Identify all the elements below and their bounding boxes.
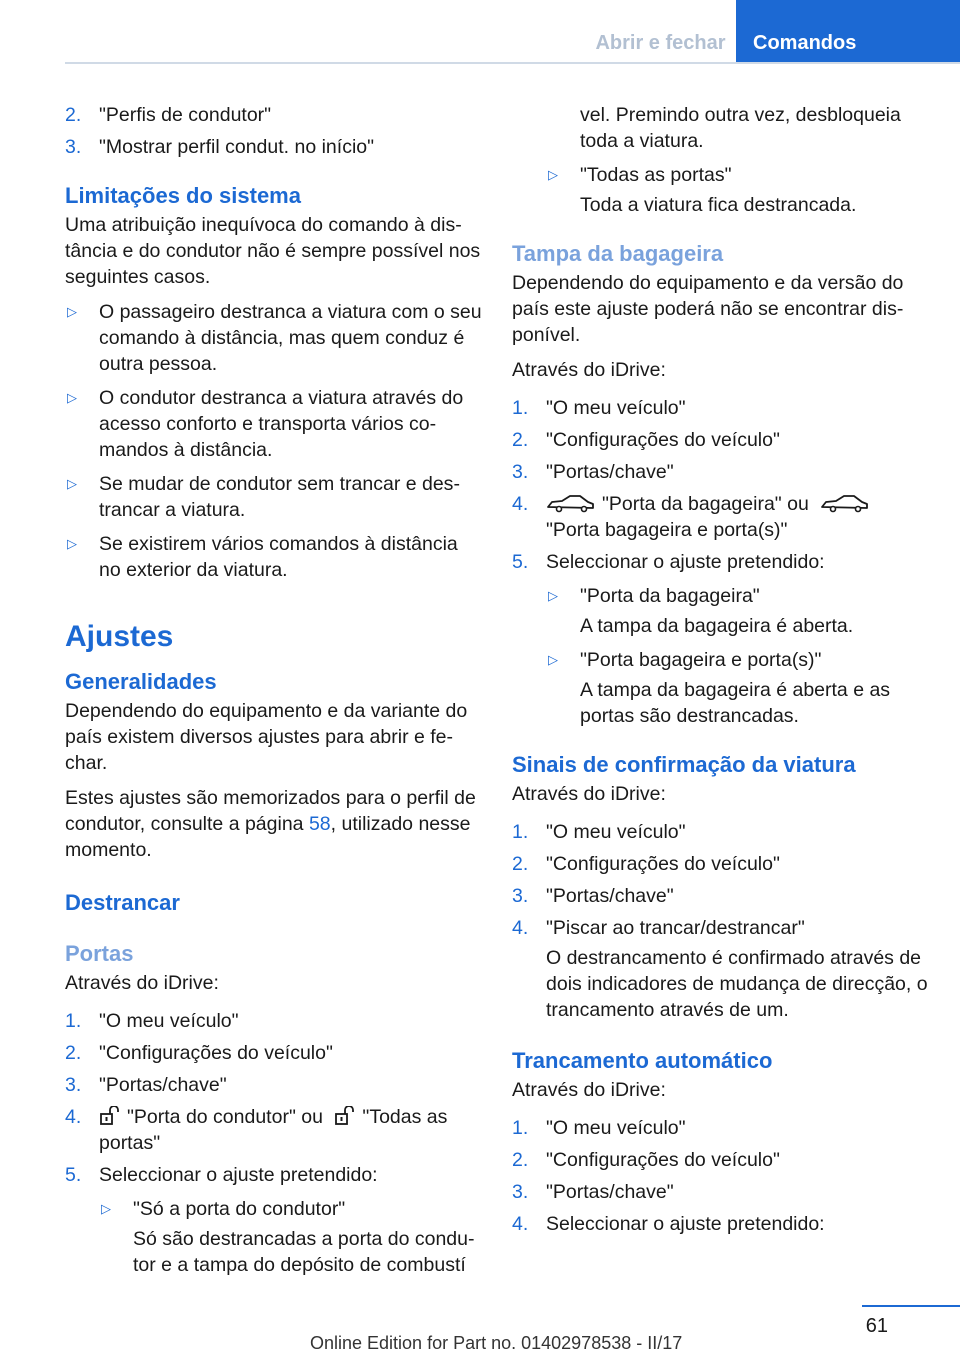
- header-tab-comandos[interactable]: Comandos: [736, 0, 960, 62]
- triangle-bullet-icon: ▷: [548, 652, 558, 667]
- unlocked-padlock-icon: [334, 1106, 356, 1126]
- list-item: 2. "Configurações do veículo": [512, 1149, 780, 1171]
- list-item: 2. "Configurações do veículo": [512, 853, 780, 875]
- triangle-bullet-icon: ▷: [67, 536, 77, 551]
- paragraph: Estes ajustes são memorizados para o perfil de condutor, consulte a página 58, utilizado nesse momento.: [65, 787, 476, 861]
- list-item: 3. "Mostrar perfil condut. no início": [65, 136, 375, 158]
- right-column: [512, 102, 930, 1243]
- heading-ajustes: Ajustes: [65, 620, 174, 653]
- page-link[interactable]: 58: [308, 813, 331, 835]
- edition-footer: Online Edition for Part no. 01402978538 - II/17: [310, 1333, 683, 1353]
- list-item: 2. "Configurações do veículo": [65, 1042, 333, 1064]
- list-item: 1. "O meu veículo": [65, 1010, 239, 1032]
- paragraph: Dependendo do equipamento e da versão do país este ajuste poderá não se encontrar disponível.: [512, 272, 904, 346]
- heading-limitacoes: Limitações do sistema: [65, 183, 301, 208]
- header-tab-abrir-e-fechar[interactable]: Abrir e fechar: [595, 32, 726, 54]
- list-item: 4. "Porta da bagageira" ou "Porta bagageira e porta(s)": [512, 491, 930, 543]
- heading-sinais-confirmacao: Sinais de confirmação da viatura: [512, 752, 856, 777]
- sub-bullet-description: Toda a viatura fica destrancada.: [580, 194, 857, 216]
- triangle-bullet-icon: ▷: [67, 476, 77, 491]
- sub-bullet-item: ▷ "Porta da bagageira": [548, 585, 760, 607]
- list-item: 5. Seleccionar o ajuste pretendido:: [512, 551, 825, 573]
- footer-rule: [862, 1305, 960, 1307]
- header-rule: [65, 62, 960, 64]
- heading-tampa-bagageira: Tampa da bagageira: [512, 241, 724, 266]
- unlocked-padlock-icon: [99, 1106, 121, 1126]
- triangle-bullet-icon: ▷: [67, 304, 77, 319]
- heading-generalidades: Generalidades: [65, 669, 217, 694]
- paragraph: Uma atribuição inequívoca do comando à distância e do condutor não é sempre possível nos seguintes casos.: [65, 214, 481, 288]
- heading-destrancar: Destrancar: [65, 890, 180, 915]
- triangle-bullet-icon: ▷: [548, 167, 558, 182]
- list-item: 3. "Portas/chave": [512, 885, 674, 907]
- left-column: [65, 102, 483, 1286]
- list-item: 4. "Porta do condutor" ou "Todas as portas": [65, 1106, 448, 1154]
- list-item: 1. "O meu veículo": [512, 821, 686, 843]
- sub-bullet-item: ▷ "Porta bagageira e porta(s)": [548, 649, 822, 671]
- triangle-bullet-icon: ▷: [548, 588, 558, 603]
- page-number: 61: [865, 1315, 888, 1337]
- list-item: 1. "O meu veículo": [512, 397, 686, 419]
- continued-text: vel. Premindo outra vez, desbloqueia toda a viatura.: [580, 104, 901, 152]
- triangle-bullet-icon: ▷: [67, 390, 77, 405]
- list-item: 5. Seleccionar o ajuste pretendido:: [65, 1164, 378, 1186]
- paragraph: Através do iDrive:: [512, 359, 666, 381]
- bullet-item: ▷ O condutor destranca a viatura através do acesso conforto e transporta vários comandos à distância.: [67, 387, 464, 461]
- sub-bullet-description: A tampa da bagageira é aberta.: [580, 615, 854, 637]
- paragraph: Dependendo do equipamento e da variante do país existem diversos ajustes para abrir e fechar.: [65, 700, 468, 774]
- heading-trancamento-automatico: Trancamento automático: [512, 1048, 773, 1073]
- bullet-item: ▷ O passageiro destranca a viatura com o seu comando à distância, mas quem conduz é outra pessoa.: [67, 301, 482, 375]
- list-item: 1. "O meu veículo": [512, 1117, 686, 1139]
- heading-portas: Portas: [65, 941, 134, 966]
- paragraph: Através do iDrive:: [65, 972, 219, 994]
- bullet-item: ▷ Se existirem vários comandos à distância no exterior da viatura.: [67, 533, 458, 581]
- list-item: 4. Seleccionar o ajuste pretendido:: [512, 1213, 825, 1235]
- triangle-bullet-icon: ▷: [101, 1201, 111, 1216]
- list-item: 2. "Perfis de condutor": [65, 104, 272, 126]
- bullet-item: ▷ Se mudar de condutor sem trancar e destrancar a viatura.: [67, 473, 460, 521]
- car-tailgate-icon: [546, 493, 596, 513]
- paragraph: Através do iDrive:: [512, 1079, 666, 1101]
- list-item: 4. "Piscar ao trancar/destrancar": [512, 917, 805, 939]
- list-item: 2. "Configurações do veículo": [512, 429, 780, 451]
- sub-bullet-description: Só são destrancadas a porta do condutor e a tampa do depósito de combustí: [133, 1228, 475, 1276]
- paragraph: Através do iDrive:: [512, 783, 666, 805]
- sub-bullet-description: A tampa da bagageira é aberta e as portas são destrancadas.: [580, 679, 891, 727]
- list-item-note: O destrancamento é confirmado através de dois indicadores de mudança de direcção, o trancamento através de um.: [546, 947, 928, 1021]
- sub-bullet-item: ▷ "Todas as portas": [548, 164, 732, 186]
- sub-bullet-item: ▷ "Só a porta do condutor": [101, 1198, 346, 1220]
- list-item: 3. "Portas/chave": [65, 1074, 227, 1096]
- list-item: 3. "Portas/chave": [512, 1181, 674, 1203]
- car-tailgate-icon: [820, 493, 870, 513]
- list-item: 3. "Portas/chave": [512, 461, 674, 483]
